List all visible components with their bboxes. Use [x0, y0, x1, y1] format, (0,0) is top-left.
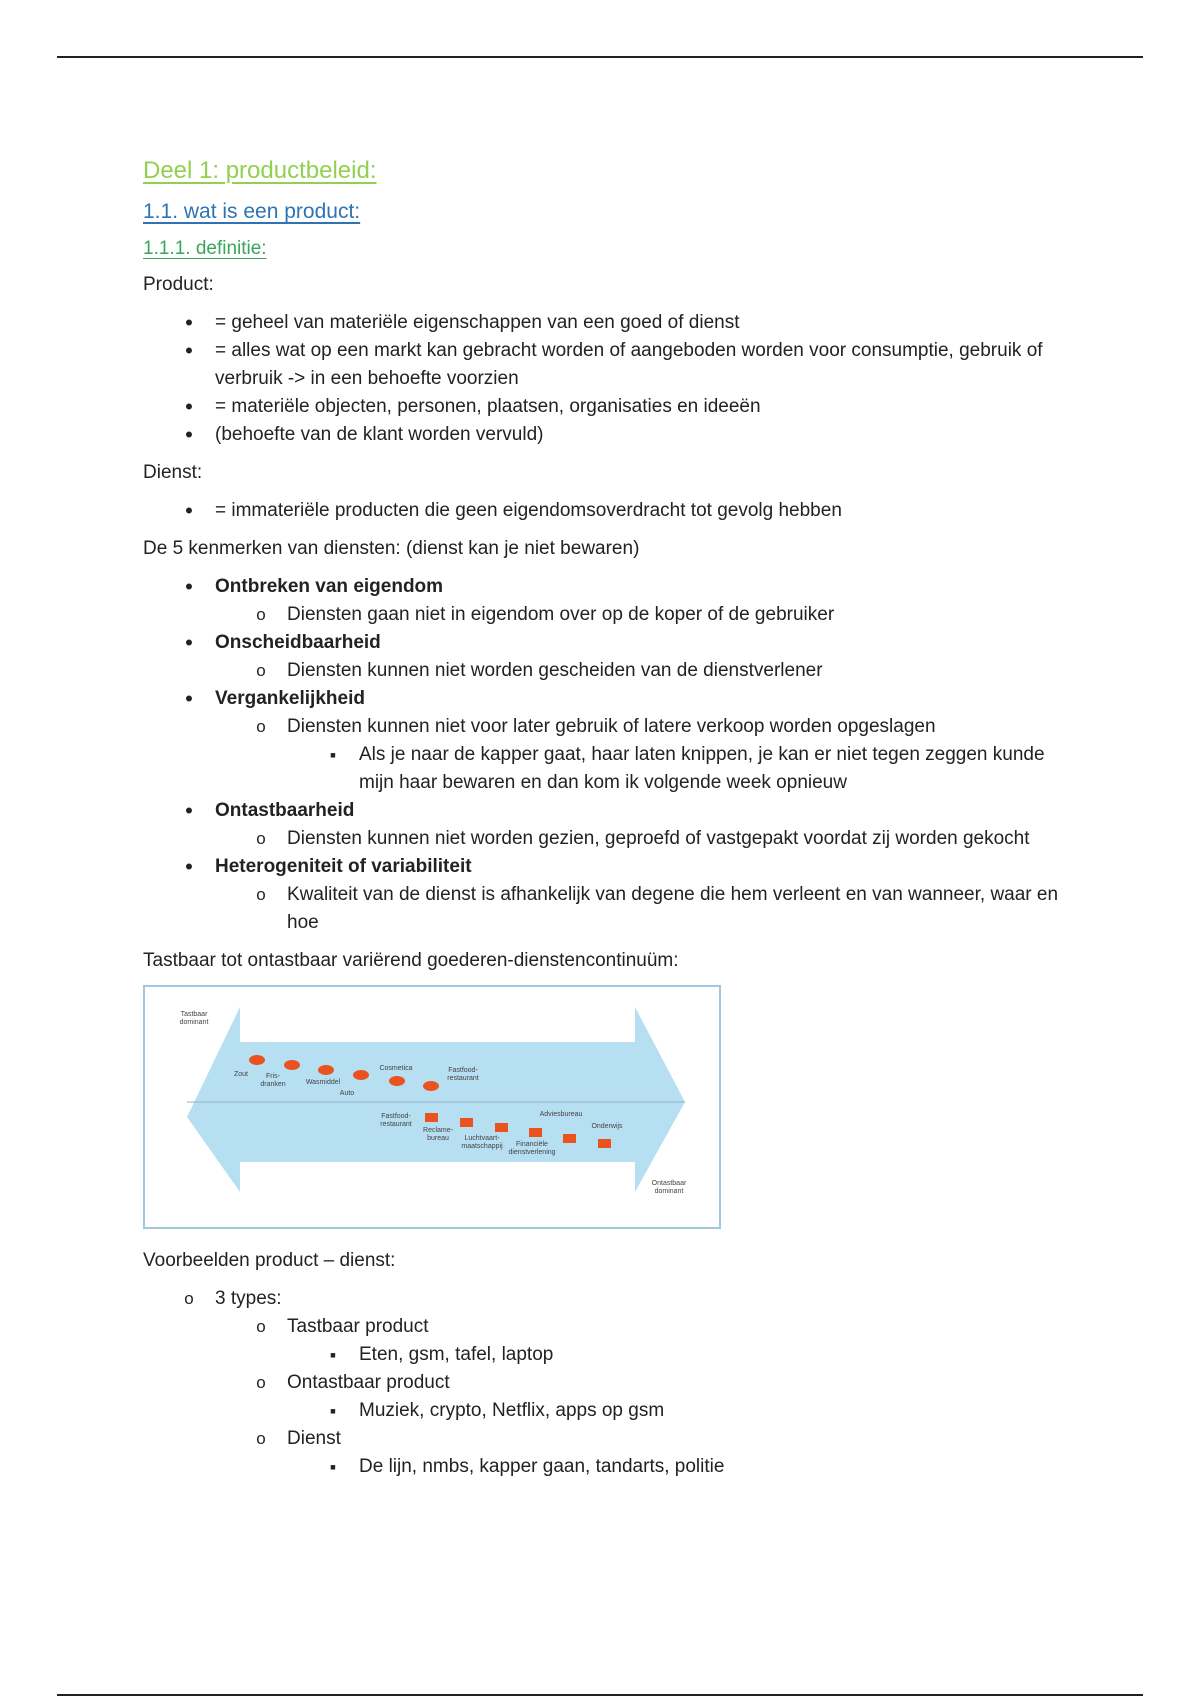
- list-item: ▪ Eten, gsm, tafel, laptop: [287, 1341, 1073, 1369]
- circle-bullet-icon: [251, 713, 271, 741]
- product-list: [143, 309, 1073, 449]
- circle-bullet-icon: [251, 1425, 271, 1453]
- circle-bullet-icon: [251, 881, 271, 909]
- goods-label: Cosmetica: [379, 1065, 413, 1072]
- product-heading: Product:: [143, 274, 214, 295]
- goods-services-continuum-figure: [143, 985, 721, 1229]
- list-item: o Diensten kunnen niet worden gezien, geproefd of vastgepakt voordat zij worden gekocht: [215, 825, 1073, 853]
- document-body: [143, 155, 1073, 1491]
- right-label: Ontastbaar dominant: [651, 1180, 687, 1195]
- list-item: o Dienst ▪ De lijn, nmbs, kapper gaan, tandarts, politie: [215, 1425, 1073, 1481]
- circle-bullet-icon: [251, 601, 271, 629]
- service-marker: [425, 1113, 438, 1122]
- list-item: • Ontbreken van eigendom o Diensten gaan niet in eigendom over op de koper of de gebruiker: [143, 573, 1073, 629]
- square-bullet-icon: [323, 1341, 343, 1370]
- list-item: o Kwaliteit van de dienst is afhankelijk van degene die hem verleent en van wanneer, waar en hoe: [215, 881, 1073, 937]
- list-item: o Ontastbaar product ▪ Muziek, crypto, Netflix, apps op gsm: [215, 1369, 1073, 1425]
- service-label: Adviesbureau: [539, 1111, 583, 1118]
- goods-marker: [249, 1055, 265, 1065]
- list-item: • Heterogeniteit of variabiliteit o Kwaliteit van de dienst is afhankelijk van degene die hem verleent en van wanneer, waar en hoe: [143, 853, 1073, 937]
- page-top-rule: [57, 56, 1143, 58]
- voorbeelden-heading: Voorbeelden product – dienst:: [143, 1250, 396, 1271]
- service-label: Luchtvaart-maatschappij: [461, 1135, 503, 1150]
- goods-marker: [389, 1076, 405, 1086]
- service-marker: [495, 1123, 508, 1132]
- circle-bullet-icon: [251, 825, 271, 853]
- list-item: • = materiële objecten, personen, plaatsen, organisaties en ideeën: [143, 393, 1073, 421]
- list-item: o 3 types: o Tastbaar product ▪ Eten, gsm, tafel, laptop o Ontastbaar product ▪ Muziek, crypto, Netflix, apps op gsm o Dienst ▪ De lijn, nmbs, kapper gaan, tandarts, politie: [143, 1285, 1073, 1481]
- goods-label: Fastfood-restaurant: [447, 1067, 479, 1082]
- list-item: ▪ De lijn, nmbs, kapper gaan, tandarts, politie: [287, 1453, 1073, 1481]
- list-item: • (behoefte van de klant worden vervuld): [143, 421, 1073, 449]
- goods-label: Fris-dranken: [260, 1073, 286, 1088]
- bullet-icon: [179, 393, 199, 423]
- list-item: o Tastbaar product ▪ Eten, gsm, tafel, laptop: [215, 1313, 1073, 1369]
- circle-bullet-icon: [251, 1369, 271, 1397]
- list-item: o Diensten kunnen niet voor later gebruik of latere verkoop worden opgeslagen ▪ Als je naar de kapper gaat, haar laten knippen, je kan er niet tegen zeggen kunde mijn haar bewaren en dan kom ik volgende week opnieuw: [215, 713, 1073, 797]
- kenmerken-heading: De 5 kenmerken van diensten: (dienst kan je niet bewaren): [143, 538, 640, 559]
- dienst-list: [143, 497, 1073, 525]
- goods-marker: [318, 1065, 334, 1075]
- circle-bullet-icon: [179, 1285, 199, 1313]
- bullet-icon: [179, 853, 199, 883]
- bullet-icon: [179, 629, 199, 659]
- list-item: • = geheel van materiële eigenschappen van een goed of dienst: [143, 309, 1073, 337]
- bullet-icon: [179, 685, 199, 715]
- left-label: Tastbaar dominant: [179, 1011, 209, 1026]
- goods-label: Wasmiddel: [305, 1079, 341, 1086]
- goods-label: Auto: [339, 1090, 355, 1097]
- bullet-icon: [179, 337, 199, 367]
- page-bottom-rule: [57, 1694, 1143, 1696]
- service-label: Fastfood-restaurant: [380, 1113, 412, 1128]
- goods-label: Zout: [233, 1071, 248, 1078]
- bullet-icon: [179, 573, 199, 603]
- voorbeelden-list: [143, 1285, 1073, 1481]
- square-bullet-icon: [323, 1453, 343, 1482]
- service-marker: [598, 1139, 611, 1148]
- service-marker: [563, 1134, 576, 1143]
- bullet-icon: [179, 497, 199, 527]
- circle-bullet-icon: [251, 1313, 271, 1341]
- goods-marker: [423, 1081, 439, 1091]
- list-item: • Vergankelijkheid o Diensten kunnen niet voor later gebruik of latere verkoop worden opgeslagen ▪ Als je naar de kapper gaat, haar laten knippen, je kan er niet tegen zeggen kunde mijn haar bewaren en dan kom ik volgende week opnieuw: [143, 685, 1073, 797]
- double-arrow-shape: [187, 1007, 685, 1192]
- list-item: ▪ Muziek, crypto, Netflix, apps op gsm: [287, 1397, 1073, 1425]
- service-label: Reclame-bureau: [423, 1127, 453, 1142]
- service-label: Financiële dienstverlening: [508, 1141, 556, 1156]
- section-heading: 1.1. wat is een product:: [143, 200, 361, 223]
- list-item: • Onscheidbaarheid o Diensten kunnen niet worden gescheiden van de dienstverlener: [143, 629, 1073, 685]
- continuum-heading: Tastbaar tot ontastbaar variërend goederen-dienstencontinuüm:: [143, 950, 679, 971]
- circle-bullet-icon: [251, 657, 271, 685]
- square-bullet-icon: [323, 1397, 343, 1426]
- list-item: ▪ Als je naar de kapper gaat, haar laten knippen, je kan er niet tegen zeggen kunde mijn haar bewaren en dan kom ik volgende week opnieuw: [287, 741, 1073, 797]
- goods-marker: [353, 1070, 369, 1080]
- square-bullet-icon: [323, 741, 343, 770]
- kenmerken-list: [143, 573, 1073, 937]
- page-title: Deel 1: productbeleid:: [143, 157, 377, 184]
- list-item: o Diensten gaan niet in eigendom over op de koper of de gebruiker: [215, 601, 1073, 629]
- list-item: • = alles wat op een markt kan gebracht worden of aangeboden worden voor consumptie, gebruik of verbruik -> in een behoefte voorzien: [143, 337, 1073, 393]
- bullet-icon: [179, 421, 199, 451]
- list-item: • Ontastbaarheid o Diensten kunnen niet worden gezien, geproefd of vastgepakt voordat zij worden gekocht: [143, 797, 1073, 853]
- list-item: • = immateriële producten die geen eigendomsoverdracht tot gevolg hebben: [143, 497, 1073, 525]
- dienst-heading: Dienst:: [143, 462, 203, 483]
- list-item: o Diensten kunnen niet worden gescheiden van de dienstverlener: [215, 657, 1073, 685]
- subsection-heading: 1.1.1. definitie:: [143, 238, 267, 259]
- service-label: Onderwijs: [591, 1123, 623, 1130]
- goods-marker: [284, 1060, 300, 1070]
- continuum-diagram: [145, 987, 719, 1227]
- service-marker: [460, 1118, 473, 1127]
- bullet-icon: [179, 309, 199, 339]
- bullet-icon: [179, 797, 199, 827]
- service-marker: [529, 1128, 542, 1137]
